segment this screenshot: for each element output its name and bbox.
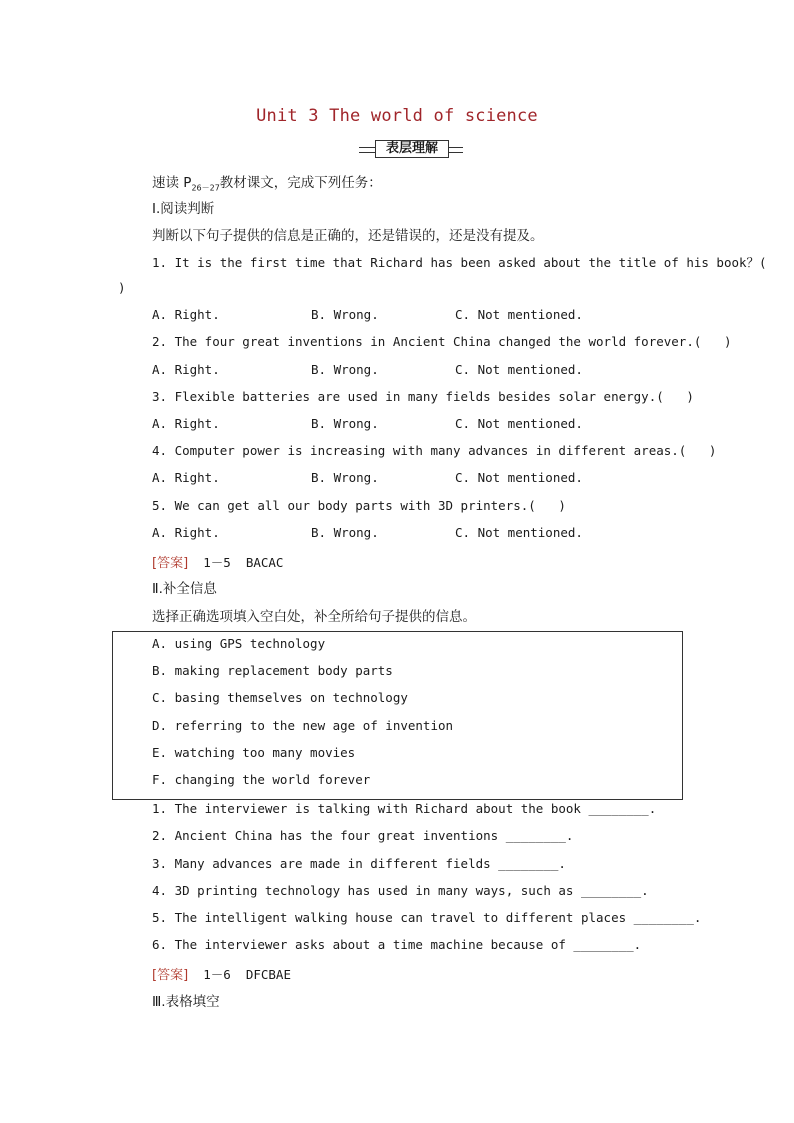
answer-1: [答案] 1－5 BACAC bbox=[152, 555, 284, 571]
choice-c: C. basing themselves on technology bbox=[152, 690, 408, 705]
question-3: 3. Flexible batteries are used in many fields besides solar energy.( ) bbox=[152, 389, 694, 404]
question-1-wrap: ) bbox=[118, 280, 126, 295]
option-a: A. Right. bbox=[152, 470, 220, 485]
intro-line: 速读 $P_{26-27}$教材课文，完成下列任务： bbox=[152, 175, 382, 193]
section2-instruction: 选择正确选项填入空白处，补全所给句子提供的信息。 bbox=[152, 609, 476, 625]
question-1: 1. It is the first time that Richard has been asked about the title of his book？( bbox=[152, 255, 767, 270]
sentence-3: 3. Many advances are made in different fields ________. bbox=[152, 856, 566, 871]
option-a: A. Right. bbox=[152, 307, 220, 322]
choice-a: A. using GPS technology bbox=[152, 636, 326, 651]
section1-heading: Ⅰ.阅读判断 bbox=[152, 201, 215, 217]
section-banner bbox=[359, 140, 463, 158]
option-b: B. Wrong. bbox=[311, 307, 379, 322]
option-b: B. Wrong. bbox=[311, 416, 379, 431]
option-c: C. Not mentioned. bbox=[455, 362, 583, 377]
question-4: 4. Computer power is increasing with many advances in different areas.( ) bbox=[152, 443, 717, 458]
page-title: Unit 3 The world of science bbox=[256, 106, 538, 126]
option-c: C. Not mentioned. bbox=[455, 525, 583, 540]
question-5: 5. We can get all our body parts with 3D printers.( ) bbox=[152, 498, 566, 513]
section1-instruction: 判断以下句子提供的信息是正确的，还是错误的，还是没有提及。 bbox=[152, 228, 544, 244]
option-b: B. Wrong. bbox=[311, 470, 379, 485]
answer-2: [答案] 1－6 DFCBAE bbox=[152, 967, 291, 983]
choice-b: B. making replacement body parts bbox=[152, 663, 393, 678]
choice-e: E. watching too many movies bbox=[152, 745, 356, 760]
choice-d: D. referring to the new age of invention bbox=[152, 718, 454, 733]
banner-label: 表层理解 bbox=[375, 140, 449, 158]
option-c: C. Not mentioned. bbox=[455, 416, 583, 431]
option-a: A. Right. bbox=[152, 416, 220, 431]
choice-f: F. changing the world forever bbox=[152, 772, 371, 787]
sentence-2: 2. Ancient China has the four great inventions ________. bbox=[152, 828, 574, 843]
sentence-1: 1. The interviewer is talking with Richard about the book ________. bbox=[152, 801, 657, 816]
option-b: B. Wrong. bbox=[311, 525, 379, 540]
option-a: A. Right. bbox=[152, 362, 220, 377]
sentence-5: 5. The intelligent walking house can travel to different places ________. bbox=[152, 910, 702, 925]
section2-heading: Ⅱ.补全信息 bbox=[152, 581, 217, 597]
option-a: A. Right. bbox=[152, 525, 220, 540]
question-2: 2. The four great inventions in Ancient China changed the world forever.( ) bbox=[152, 334, 732, 349]
option-c: C. Not mentioned. bbox=[455, 470, 583, 485]
sentence-6: 6. The interviewer asks about a time machine because of ________. bbox=[152, 937, 642, 952]
option-b: B. Wrong. bbox=[311, 362, 379, 377]
option-c: C. Not mentioned. bbox=[455, 307, 583, 322]
sentence-4: 4. 3D printing technology has used in many ways, such as ________. bbox=[152, 883, 649, 898]
section3-heading: Ⅲ.表格填空 bbox=[152, 994, 220, 1010]
